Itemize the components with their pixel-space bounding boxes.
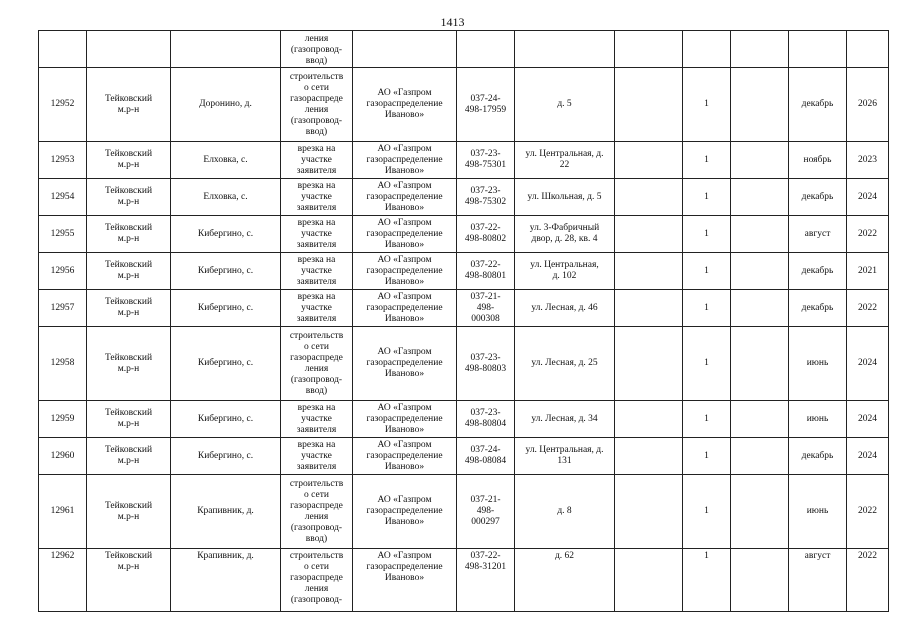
organization-cell: АО «Газпром газораспределение Иваново» xyxy=(353,179,457,216)
locality-cell: Кибергино, с. xyxy=(171,438,281,475)
record-id-cell: 12961 xyxy=(39,475,87,549)
record-id-cell: 12955 xyxy=(39,216,87,253)
empty-cell xyxy=(731,290,789,327)
record-id-cell: 12959 xyxy=(39,401,87,438)
empty-cell xyxy=(615,327,683,401)
empty-cell xyxy=(731,401,789,438)
month-cell: июнь xyxy=(789,401,847,438)
record-id-cell: 12957 xyxy=(39,290,87,327)
district-cell: Тейковский м.р-н xyxy=(87,290,171,327)
year-cell: 2024 xyxy=(847,327,889,401)
table-row xyxy=(39,401,889,438)
address-cell: ул. Школьная, д. 5 xyxy=(515,179,615,216)
count-cell: 1 xyxy=(683,438,731,475)
empty-cell xyxy=(615,216,683,253)
year-cell: 2022 xyxy=(847,216,889,253)
district-cell: Тейковский м.р-н xyxy=(87,327,171,401)
organization-cell: АО «Газпром газораспределение Иваново» xyxy=(353,216,457,253)
address-cell: ул. Центральная, д. 131 xyxy=(515,438,615,475)
address-cell: д. 8 xyxy=(515,475,615,549)
address-cell: ул. Лесная, д. 34 xyxy=(515,401,615,438)
work-type-cell: врезка на участке заявителя xyxy=(281,253,353,290)
code-cell: 037-23- 498-80803 xyxy=(457,327,515,401)
month-cell: декабрь xyxy=(789,179,847,216)
organization-cell: АО «Газпром газораспределение Иваново» xyxy=(353,253,457,290)
record-id-cell: 12956 xyxy=(39,253,87,290)
month-cell: декабрь xyxy=(789,253,847,290)
empty-cell xyxy=(615,401,683,438)
table-row xyxy=(39,253,889,290)
empty-cell xyxy=(731,142,789,179)
code-cell: 037-23- 498-75301 xyxy=(457,142,515,179)
code-cell: 037-22- 498-80802 xyxy=(457,216,515,253)
empty-cell xyxy=(731,475,789,549)
work-type-cell: врезка на участке заявителя xyxy=(281,290,353,327)
district-cell: Тейковский м.р-н xyxy=(87,179,171,216)
table-row xyxy=(39,327,889,401)
month-cell: декабрь xyxy=(789,438,847,475)
empty-cell xyxy=(731,179,789,216)
code-cell: 037-22- 498-31201 xyxy=(457,549,515,612)
work-type-cell: строительств о сети газораспреде ления (газопровод- ввод) xyxy=(281,68,353,142)
record-id-cell: 12954 xyxy=(39,179,87,216)
address-cell: ул. Центральная, д. 102 xyxy=(515,253,615,290)
count-cell: 1 xyxy=(683,253,731,290)
year-cell: 2026 xyxy=(847,68,889,142)
count-cell: 1 xyxy=(683,327,731,401)
count-cell: 1 xyxy=(683,549,731,612)
district-cell: Тейковский м.р-н xyxy=(87,216,171,253)
table-row-fragment xyxy=(39,31,889,68)
organization-cell: АО «Газпром газораспределение Иваново» xyxy=(353,549,457,612)
month-cell: июнь xyxy=(789,327,847,401)
empty-cell xyxy=(731,68,789,142)
year-cell: 2021 xyxy=(847,253,889,290)
table-row xyxy=(39,475,889,549)
locality-cell: Доронино, д. xyxy=(171,68,281,142)
table-row xyxy=(39,68,889,142)
organization-cell: АО «Газпром газораспределение Иваново» xyxy=(353,327,457,401)
code-cell: 037-22- 498-80801 xyxy=(457,253,515,290)
organization-cell: АО «Газпром газораспределение Иваново» xyxy=(353,438,457,475)
code-cell: 037-21- 498- 000297 xyxy=(457,475,515,549)
organization-cell: АО «Газпром газораспределение Иваново» xyxy=(353,142,457,179)
count-cell: 1 xyxy=(683,401,731,438)
locality-cell: Кибергино, с. xyxy=(171,327,281,401)
work-type-cell: строительств о сети газораспреде ления (газопровод- ввод) xyxy=(281,475,353,549)
district-cell: Тейковский м.р-н xyxy=(87,142,171,179)
count-cell: 1 xyxy=(683,68,731,142)
empty-cell xyxy=(615,179,683,216)
code-cell: 037-24- 498-17959 xyxy=(457,68,515,142)
table-row xyxy=(39,179,889,216)
empty-cell xyxy=(615,253,683,290)
record-id-cell: 12962 xyxy=(39,549,87,612)
empty-cell xyxy=(731,438,789,475)
district-cell: Тейковский м.р-н xyxy=(87,549,171,612)
locality-cell: Елховка, с. xyxy=(171,179,281,216)
organization-cell: АО «Газпром газораспределение Иваново» xyxy=(353,290,457,327)
organization-cell: АО «Газпром газораспределение Иваново» xyxy=(353,401,457,438)
locality-cell: Елховка, с. xyxy=(171,142,281,179)
count-cell: 1 xyxy=(683,290,731,327)
year-cell: 2022 xyxy=(847,290,889,327)
district-cell: Тейковский м.р-н xyxy=(87,475,171,549)
address-cell: д. 62 xyxy=(515,549,615,612)
month-cell: декабрь xyxy=(789,290,847,327)
work-type-cell: строительств о сети газораспреде ления (газопровод- ввод) xyxy=(281,327,353,401)
empty-cell xyxy=(615,549,683,612)
registry-table xyxy=(38,30,889,612)
table-row xyxy=(39,549,889,612)
year-cell: 2024 xyxy=(847,401,889,438)
table-row xyxy=(39,290,889,327)
locality-cell: Крапивник, д. xyxy=(171,475,281,549)
work-type-cell: врезка на участке заявителя xyxy=(281,401,353,438)
work-type-cell: врезка на участке заявителя xyxy=(281,179,353,216)
work-type-cell: врезка на участке заявителя xyxy=(281,438,353,475)
work-type-cell: врезка на участке заявителя xyxy=(281,216,353,253)
month-cell: август xyxy=(789,549,847,612)
empty-cell xyxy=(731,216,789,253)
district-cell: Тейковский м.р-н xyxy=(87,253,171,290)
year-cell: 2022 xyxy=(847,475,889,549)
record-id-cell: 12960 xyxy=(39,438,87,475)
record-id-cell: 12953 xyxy=(39,142,87,179)
locality-cell: Кибергино, с. xyxy=(171,216,281,253)
empty-cell xyxy=(731,327,789,401)
code-cell: 037-24- 498-08084 xyxy=(457,438,515,475)
count-cell: 1 xyxy=(683,179,731,216)
year-cell: 2024 xyxy=(847,438,889,475)
address-cell: ул. 3-Фабричный двор, д. 28, кв. 4 xyxy=(515,216,615,253)
empty-cell xyxy=(615,68,683,142)
table-row xyxy=(39,142,889,179)
work-type-cell: врезка на участке заявителя xyxy=(281,142,353,179)
code-cell: 037-23- 498-80804 xyxy=(457,401,515,438)
page-number: 1413 xyxy=(440,15,465,29)
empty-cell xyxy=(615,438,683,475)
address-cell: ул. Лесная, д. 46 xyxy=(515,290,615,327)
organization-cell: АО «Газпром газораспределение Иваново» xyxy=(353,68,457,142)
locality-cell: Крапивник, д. xyxy=(171,549,281,612)
work-type-cell: строительств о сети газораспреде ления (газопровод- xyxy=(281,549,353,612)
address-cell: д. 5 xyxy=(515,68,615,142)
empty-cell xyxy=(731,253,789,290)
year-cell: 2022 xyxy=(847,549,889,612)
district-cell: Тейковский м.р-н xyxy=(87,438,171,475)
record-id-cell: 12952 xyxy=(39,68,87,142)
year-cell: 2023 xyxy=(847,142,889,179)
code-cell: 037-23- 498-75302 xyxy=(457,179,515,216)
count-cell: 1 xyxy=(683,142,731,179)
month-cell: июнь xyxy=(789,475,847,549)
count-cell: 1 xyxy=(683,216,731,253)
month-cell: декабрь xyxy=(789,68,847,142)
month-cell: ноябрь xyxy=(789,142,847,179)
year-cell: 2024 xyxy=(847,179,889,216)
address-cell: ул. Центральная, д. 22 xyxy=(515,142,615,179)
empty-cell xyxy=(615,290,683,327)
address-cell: ул. Лесная, д. 25 xyxy=(515,327,615,401)
count-cell: 1 xyxy=(683,475,731,549)
empty-cell xyxy=(731,549,789,612)
code-cell: 037-21- 498- 000308 xyxy=(457,290,515,327)
locality-cell: Кибергино, с. xyxy=(171,401,281,438)
table-row xyxy=(39,438,889,475)
record-id-cell: 12958 xyxy=(39,327,87,401)
empty-cell xyxy=(615,142,683,179)
locality-cell: Кибергино, с. xyxy=(171,290,281,327)
district-cell: Тейковский м.р-н xyxy=(87,401,171,438)
organization-cell: АО «Газпром газораспределение Иваново» xyxy=(353,475,457,549)
district-cell: Тейковский м.р-н xyxy=(87,68,171,142)
table-row xyxy=(39,216,889,253)
empty-cell xyxy=(615,475,683,549)
month-cell: август xyxy=(789,216,847,253)
locality-cell: Кибергино, с. xyxy=(171,253,281,290)
work-type-cell: ления (газопровод- ввод) xyxy=(281,31,353,68)
